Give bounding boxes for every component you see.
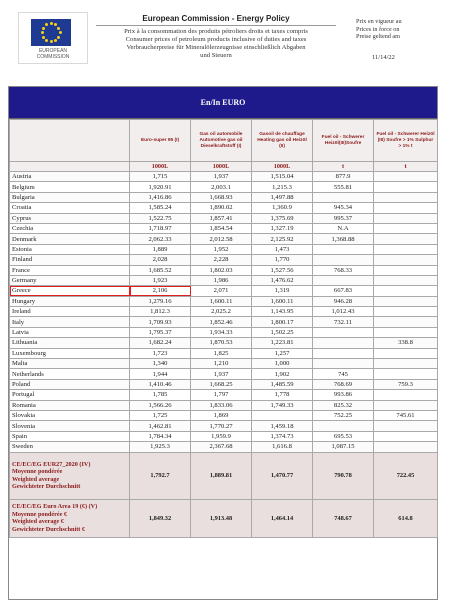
average-value-cell: 1,464.14 — [252, 499, 313, 537]
header-euro-super-95: Euro-super 95 (I) — [130, 120, 191, 162]
fuel-oil-high-sulphur-cell: 338.8 — [374, 338, 438, 348]
average-value-cell: 790.78 — [313, 452, 374, 499]
euro-super-95-cell: 1,795.37 — [130, 327, 191, 337]
euro-super-95-cell: 1,923 — [130, 275, 191, 285]
table-row — [10, 348, 438, 358]
heating-gas-oil-cell: 1,360.9 — [252, 203, 313, 213]
euro-super-95-cell: 1,889 — [130, 244, 191, 254]
logo-text: EUROPEAN COMMISSION — [36, 48, 70, 60]
table-row — [10, 379, 438, 389]
eu-star-icon — [42, 27, 45, 30]
heating-gas-oil-cell: 1,497.88 — [252, 192, 313, 202]
euro-super-95-cell: 1,416.86 — [130, 192, 191, 202]
automotive-gas-oil-cell: 1,937 — [191, 369, 252, 379]
table-row — [10, 203, 438, 213]
fuel-oil-low-sulphur-cell: 946.28 — [313, 296, 374, 306]
automotive-gas-oil-cell: 1,854.54 — [191, 223, 252, 233]
eu-star-icon — [50, 22, 53, 25]
average-value-cell: 722.45 — [374, 452, 438, 499]
country-cell: Czechia — [10, 223, 130, 233]
country-cell: Luxembourg — [10, 348, 130, 358]
eu-star-icon — [42, 36, 45, 39]
fuel-oil-high-sulphur-cell — [374, 369, 438, 379]
automotive-gas-oil-cell: 1,952 — [191, 244, 252, 254]
fuel-oil-high-sulphur-cell — [374, 244, 438, 254]
euro-super-95-cell: 1,340 — [130, 359, 191, 369]
heating-gas-oil-cell: 1,616.8 — [252, 442, 313, 452]
automotive-gas-oil-cell: 2,367.68 — [191, 442, 252, 452]
page-title: European Commission - Energy Policy — [96, 14, 336, 26]
fuel-oil-low-sulphur-cell — [313, 348, 374, 358]
country-cell: Cyprus — [10, 213, 130, 223]
fuel-oil-low-sulphur-cell: 877.9 — [313, 172, 374, 182]
fuel-oil-high-sulphur-cell — [374, 286, 438, 296]
country-cell: Netherlands — [10, 369, 130, 379]
automotive-gas-oil-cell: 1,870.53 — [191, 338, 252, 348]
eu-star-icon — [45, 39, 48, 42]
eu27-average-row — [10, 452, 438, 499]
country-cell: Denmark — [10, 234, 130, 244]
header-fuel-oil-high-sulphur: Fuel oil - Schwerer Heizöl (III) Soufre > 1% Sulphur > 1% t — [374, 120, 438, 162]
average-label-line: CE/EC/EG Euro Area 19 (€) (V) — [12, 503, 98, 511]
table-row — [10, 182, 438, 192]
country-cell: Poland — [10, 379, 130, 389]
table-row — [10, 410, 438, 420]
country-cell: Estonia — [10, 244, 130, 254]
euro-super-95-cell: 1,725 — [130, 410, 191, 420]
average-value-cell: 1,849.32 — [130, 499, 191, 537]
fuel-oil-low-sulphur-cell: 555.81 — [313, 182, 374, 192]
fuel-oil-low-sulphur-cell — [313, 338, 374, 348]
heating-gas-oil-cell: 1,800.17 — [252, 317, 313, 327]
fuel-oil-high-sulphur-cell — [374, 192, 438, 202]
euro-super-95-cell: 1,585.24 — [130, 203, 191, 213]
fuel-oil-high-sulphur-cell — [374, 400, 438, 410]
euro-super-95-cell: 1,682.24 — [130, 338, 191, 348]
eu-star-icon — [54, 39, 57, 42]
heating-gas-oil-cell — [252, 410, 313, 420]
heating-gas-oil-cell: 1,515.04 — [252, 172, 313, 182]
fuel-oil-low-sulphur-cell — [313, 421, 374, 431]
heating-gas-oil-cell: 1,476.62 — [252, 275, 313, 285]
fuel-oil-low-sulphur-cell: 995.37 — [313, 213, 374, 223]
heating-gas-oil-cell: 1,215.3 — [252, 182, 313, 192]
euro-super-95-cell: 2,062.33 — [130, 234, 191, 244]
euro-super-95-cell: 1,944 — [130, 369, 191, 379]
table-row — [10, 213, 438, 223]
heating-gas-oil-cell: 1,778 — [252, 390, 313, 400]
table-row — [10, 192, 438, 202]
heating-gas-oil-cell: 1,223.81 — [252, 338, 313, 348]
table-row — [10, 296, 438, 306]
average-label-line: Weighted average € — [12, 518, 64, 526]
unit-cell: 1000L — [130, 162, 191, 172]
country-cell: Croatia — [10, 203, 130, 213]
product-header-row — [10, 120, 438, 162]
fuel-oil-high-sulphur-cell — [374, 317, 438, 327]
unit-cell — [10, 162, 130, 172]
automotive-gas-oil-cell: 1,600.11 — [191, 296, 252, 306]
fuel-oil-low-sulphur-cell — [313, 359, 374, 369]
eu-star-icon — [45, 23, 48, 26]
country-cell: Germany — [10, 275, 130, 285]
fuel-oil-low-sulphur-cell — [313, 192, 374, 202]
average-label-line: Moyenne pondérée € — [12, 510, 67, 518]
fuel-oil-low-sulphur-cell: 945.34 — [313, 203, 374, 213]
fuel-oil-high-sulphur-cell — [374, 182, 438, 192]
table-row — [10, 255, 438, 265]
automotive-gas-oil-cell: 1,210 — [191, 359, 252, 369]
automotive-gas-oil-cell: 2,003.1 — [191, 182, 252, 192]
fuel-oil-low-sulphur-cell: 732.11 — [313, 317, 374, 327]
euro-super-95-cell: 1,279.16 — [130, 296, 191, 306]
fuel-oil-low-sulphur-cell: 1,087.15 — [313, 442, 374, 452]
table-row — [10, 172, 438, 182]
heating-gas-oil-cell: 1,902 — [252, 369, 313, 379]
prices-in-force-label: Prix en vigueur au Prices in force on Preise geltend am — [356, 18, 402, 40]
fuel-oil-low-sulphur-cell: 752.25 — [313, 410, 374, 420]
automotive-gas-oil-cell: 1,959.9 — [191, 431, 252, 441]
header-country — [10, 120, 130, 162]
country-cell: Sweden — [10, 442, 130, 452]
euro-super-95-cell: 2,106 — [130, 286, 191, 296]
automotive-gas-oil-cell: 1,852.46 — [191, 317, 252, 327]
fuel-oil-high-sulphur-cell — [374, 327, 438, 337]
average-value-cell: 748.67 — [313, 499, 374, 537]
eu-flag-icon — [31, 19, 71, 46]
table-row — [10, 307, 438, 317]
automotive-gas-oil-cell: 1,770.27 — [191, 421, 252, 431]
automotive-gas-oil-cell: 1,986 — [191, 275, 252, 285]
country-cell: Spain — [10, 431, 130, 441]
average-value-cell: 1,913.48 — [191, 499, 252, 537]
automotive-gas-oil-cell: 1,797 — [191, 390, 252, 400]
subtitle-line-de: Verbraucherpreise für Mineralölerzeugnisse einschließlich Abgaben — [126, 44, 306, 51]
euro-super-95-cell: 1,522.75 — [130, 213, 191, 223]
heating-gas-oil-cell: 1,502.25 — [252, 327, 313, 337]
table-row — [10, 286, 438, 296]
country-cell: Malta — [10, 359, 130, 369]
automotive-gas-oil-cell: 1,668.25 — [191, 379, 252, 389]
heating-gas-oil-cell: 1,143.95 — [252, 307, 313, 317]
euro-area-average-row — [10, 499, 438, 537]
heating-gas-oil-cell: 1,459.18 — [252, 421, 313, 431]
automotive-gas-oil-cell: 1,825 — [191, 348, 252, 358]
country-cell: Hungary — [10, 296, 130, 306]
fuel-oil-high-sulphur-cell — [374, 296, 438, 306]
euro-super-95-cell: 1,715 — [130, 172, 191, 182]
heating-gas-oil-cell: 1,485.59 — [252, 379, 313, 389]
heating-gas-oil-cell: 1,327.19 — [252, 223, 313, 233]
country-cell: Bulgaria — [10, 192, 130, 202]
report-header — [0, 0, 453, 78]
country-cell: Finland — [10, 255, 130, 265]
eu-star-icon — [59, 31, 62, 34]
fuel-oil-high-sulphur-cell — [374, 359, 438, 369]
fuel-oil-low-sulphur-cell — [313, 275, 374, 285]
eu-star-icon — [57, 36, 60, 39]
automotive-gas-oil-cell: 1,802.03 — [191, 265, 252, 275]
fuel-oil-high-sulphur-cell: 759.3 — [374, 379, 438, 389]
automotive-gas-oil-cell: 2,228 — [191, 255, 252, 265]
report-date: 11/14/22 — [372, 54, 395, 61]
automotive-gas-oil-cell: 1,869 — [191, 410, 252, 420]
fuel-oil-high-sulphur-cell — [374, 390, 438, 400]
automotive-gas-oil-cell: 1,668.93 — [191, 192, 252, 202]
fuel-oil-low-sulphur-cell: N.A — [313, 223, 374, 233]
country-cell: Belgium — [10, 182, 130, 192]
fuel-oil-high-sulphur-cell — [374, 265, 438, 275]
automotive-gas-oil-cell: 1,937 — [191, 172, 252, 182]
country-cell: Italy — [10, 317, 130, 327]
fuel-oil-low-sulphur-cell: 768.33 — [313, 265, 374, 275]
average-label-line: CE/EC/EG EUR27_2020 (IV) — [12, 460, 91, 468]
unit-cell: 1000L — [191, 162, 252, 172]
fuel-oil-high-sulphur-cell — [374, 348, 438, 358]
automotive-gas-oil-cell: 1,833.06 — [191, 400, 252, 410]
fuel-oil-high-sulphur-cell — [374, 307, 438, 317]
average-label-line: Moyenne pondérée — [12, 468, 63, 476]
heating-gas-oil-cell: 1,600.11 — [252, 296, 313, 306]
country-cell: Ireland — [10, 307, 130, 317]
table-row — [10, 442, 438, 452]
table-row — [10, 421, 438, 431]
automotive-gas-oil-cell: 1,890.02 — [191, 203, 252, 213]
country-cell: France — [10, 265, 130, 275]
eu-star-icon — [57, 27, 60, 30]
country-cell: Slovakia — [10, 410, 130, 420]
heating-gas-oil-cell: 1,257 — [252, 348, 313, 358]
average-value-cell: 614.8 — [374, 499, 438, 537]
unit-cell: t — [374, 162, 438, 172]
fuel-oil-high-sulphur-cell — [374, 255, 438, 265]
header-automotive-gas-oil: Gas oil automobile Automotive gas oil Dieselkraftstoff (I) — [191, 120, 252, 162]
average-value-cell: 1,470.77 — [252, 452, 313, 499]
heating-gas-oil-cell: 1,375.69 — [252, 213, 313, 223]
fuel-oil-low-sulphur-cell: 745 — [313, 369, 374, 379]
heating-gas-oil-cell: 2,125.92 — [252, 234, 313, 244]
heating-gas-oil-cell: 1,473 — [252, 244, 313, 254]
euro-super-95-cell: 2,028 — [130, 255, 191, 265]
country-cell: Portugal — [10, 390, 130, 400]
fuel-oil-high-sulphur-cell — [374, 431, 438, 441]
title-block — [96, 14, 336, 60]
euro-super-95-cell: 1,920.91 — [130, 182, 191, 192]
table-row — [10, 400, 438, 410]
fuel-oil-low-sulphur-cell: 695.53 — [313, 431, 374, 441]
fuel-oil-low-sulphur-cell: 825.32 — [313, 400, 374, 410]
european-commission-logo — [18, 12, 88, 64]
table-row — [10, 431, 438, 441]
eu-star-icon — [50, 40, 53, 43]
unit-row — [10, 162, 438, 172]
heating-gas-oil-cell: 1,749.33 — [252, 400, 313, 410]
euro-super-95-cell: 1,718.97 — [130, 223, 191, 233]
fuel-oil-low-sulphur-cell: 1,012.43 — [313, 307, 374, 317]
average-value-cell: 1,792.7 — [130, 452, 191, 499]
country-cell: Latvia — [10, 327, 130, 337]
prices-table-container — [8, 86, 438, 600]
average-label — [10, 499, 130, 537]
table-row — [10, 338, 438, 348]
fuel-oil-low-sulphur-cell: 993.86 — [313, 390, 374, 400]
fuel-oil-low-sulphur-cell — [313, 327, 374, 337]
fuel-oil-high-sulphur-cell — [374, 213, 438, 223]
fuel-oil-high-sulphur-cell — [374, 421, 438, 431]
country-cell: Lithuania — [10, 338, 130, 348]
average-label-line: Weighted average — [12, 475, 60, 483]
country-cell: Romania — [10, 400, 130, 410]
eu-star-icon — [54, 23, 57, 26]
average-label — [10, 452, 130, 499]
fuel-oil-high-sulphur-cell — [374, 275, 438, 285]
table-row — [10, 369, 438, 379]
fuel-oil-low-sulphur-cell — [313, 244, 374, 254]
fuel-oil-high-sulphur-cell: 745.61 — [374, 410, 438, 420]
automotive-gas-oil-cell: 2,071 — [191, 286, 252, 296]
table-row — [10, 244, 438, 254]
country-cell: Greece — [10, 286, 130, 296]
table-row — [10, 327, 438, 337]
automotive-gas-oil-cell: 2,025.2 — [191, 307, 252, 317]
table-row — [10, 390, 438, 400]
heating-gas-oil-cell: 1,374.73 — [252, 431, 313, 441]
fuel-oil-low-sulphur-cell: 768.69 — [313, 379, 374, 389]
average-label-line: Gewichteter Durchschnitt € — [12, 525, 85, 533]
subtitle-line-en: Consumer prices of petroleum products inclusive of duties and taxes — [125, 36, 307, 43]
eu-star-icon — [41, 31, 44, 34]
average-value-cell: 1,889.81 — [191, 452, 252, 499]
heating-gas-oil-cell: 1,000 — [252, 359, 313, 369]
euro-super-95-cell: 1,685.52 — [130, 265, 191, 275]
unit-cell: 1000L — [252, 162, 313, 172]
fuel-oil-low-sulphur-cell — [313, 255, 374, 265]
table-row — [10, 223, 438, 233]
subtitle-line-de-cont: und Steuern — [200, 52, 232, 59]
country-cell: Austria — [10, 172, 130, 182]
euro-super-95-cell: 1,709.93 — [130, 317, 191, 327]
fuel-oil-high-sulphur-cell — [374, 172, 438, 182]
heating-gas-oil-cell: 1,770 — [252, 255, 313, 265]
table-row — [10, 317, 438, 327]
automotive-gas-oil-cell: 2,012.58 — [191, 234, 252, 244]
country-cell: Slovenia — [10, 421, 130, 431]
heating-gas-oil-cell: 1,527.56 — [252, 265, 313, 275]
euro-super-95-cell: 1,812.3 — [130, 307, 191, 317]
euro-super-95-cell: 1,785 — [130, 390, 191, 400]
heating-gas-oil-cell: 1,319 — [252, 286, 313, 296]
fuel-oil-high-sulphur-cell — [374, 203, 438, 213]
average-label-line: Gewichteter Durchschnitt — [12, 483, 81, 491]
euro-super-95-cell: 1,566.26 — [130, 400, 191, 410]
currency-banner: En/In EURO — [9, 87, 437, 119]
euro-super-95-cell: 1,784.34 — [130, 431, 191, 441]
header-fuel-oil-low-sulphur: Fuel oil - Schwerer Heizöl(III)Soufre — [313, 120, 374, 162]
fuel-oil-high-sulphur-cell — [374, 234, 438, 244]
euro-super-95-cell: 1,723 — [130, 348, 191, 358]
euro-super-95-cell: 1,462.81 — [130, 421, 191, 431]
automotive-gas-oil-cell: 1,934.33 — [191, 327, 252, 337]
euro-super-95-cell: 1,410.46 — [130, 379, 191, 389]
fuel-oil-low-sulphur-cell: 667.83 — [313, 286, 374, 296]
table-row — [10, 275, 438, 285]
table-row — [10, 234, 438, 244]
subtitle-line-fr: Prix à la consommation des produits pétroliers droits et taxes compris — [124, 28, 308, 35]
header-heating-gas-oil: Gasoil de chauffage Heating gas oil Heizöl (II) — [252, 120, 313, 162]
prices-table — [9, 119, 438, 538]
table-row — [10, 265, 438, 275]
fuel-oil-high-sulphur-cell — [374, 442, 438, 452]
unit-cell: t — [313, 162, 374, 172]
table-row — [10, 359, 438, 369]
fuel-oil-high-sulphur-cell — [374, 223, 438, 233]
euro-super-95-cell: 1,925.3 — [130, 442, 191, 452]
fuel-oil-low-sulphur-cell: 1,368.88 — [313, 234, 374, 244]
automotive-gas-oil-cell: 1,857.41 — [191, 213, 252, 223]
